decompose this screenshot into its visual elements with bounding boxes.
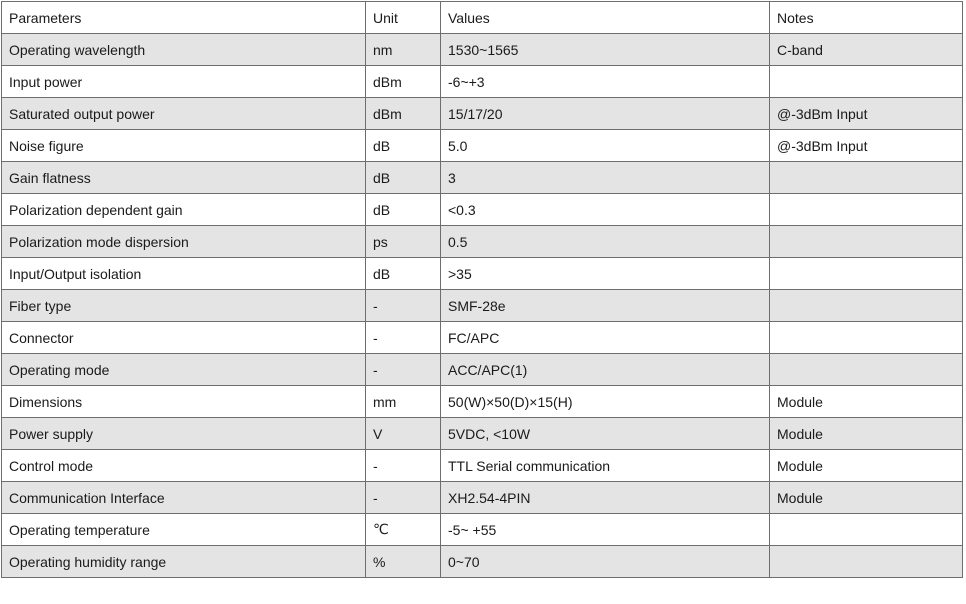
- table-row: [2, 66, 963, 98]
- table-row: [2, 290, 963, 322]
- header-values: Values: [441, 2, 770, 34]
- cell-unit: dBm: [366, 98, 441, 130]
- table-row: [2, 386, 963, 418]
- cell-notes: [770, 514, 963, 546]
- header-notes: Notes: [770, 2, 963, 34]
- cell-parameter: Operating temperature: [2, 514, 366, 546]
- cell-unit: -: [366, 482, 441, 514]
- cell-unit: -: [366, 290, 441, 322]
- cell-unit: mm: [366, 386, 441, 418]
- cell-value: 50(W)×50(D)×15(H): [441, 386, 770, 418]
- cell-unit: nm: [366, 34, 441, 66]
- cell-parameter: Input power: [2, 66, 366, 98]
- cell-value: 5VDC, <10W: [441, 418, 770, 450]
- cell-value: 1530~1565: [441, 34, 770, 66]
- cell-notes: Module: [770, 418, 963, 450]
- table-row: [2, 418, 963, 450]
- cell-value: 3: [441, 162, 770, 194]
- cell-notes: Module: [770, 450, 963, 482]
- cell-parameter: Dimensions: [2, 386, 366, 418]
- table-row: [2, 482, 963, 514]
- cell-notes: @-3dBm Input: [770, 98, 963, 130]
- cell-value: >35: [441, 258, 770, 290]
- cell-value: 0.5: [441, 226, 770, 258]
- cell-unit: ℃: [366, 514, 441, 546]
- cell-unit: ps: [366, 226, 441, 258]
- cell-notes: [770, 354, 963, 386]
- cell-parameter: Operating humidity range: [2, 546, 366, 578]
- cell-notes: [770, 322, 963, 354]
- cell-parameter: Connector: [2, 322, 366, 354]
- cell-notes: [770, 194, 963, 226]
- cell-notes: Module: [770, 386, 963, 418]
- table-row: [2, 450, 963, 482]
- cell-notes: [770, 546, 963, 578]
- cell-parameter: Saturated output power: [2, 98, 366, 130]
- cell-parameter: Polarization mode dispersion: [2, 226, 366, 258]
- table-row: [2, 130, 963, 162]
- cell-value: XH2.54-4PIN: [441, 482, 770, 514]
- cell-value: FC/APC: [441, 322, 770, 354]
- cell-parameter: Operating mode: [2, 354, 366, 386]
- table-row: [2, 354, 963, 386]
- cell-value: SMF-28e: [441, 290, 770, 322]
- cell-parameter: Fiber type: [2, 290, 366, 322]
- spec-table-body: [2, 2, 963, 578]
- cell-value: 15/17/20: [441, 98, 770, 130]
- cell-value: -6~+3: [441, 66, 770, 98]
- table-row: [2, 514, 963, 546]
- table-row: [2, 98, 963, 130]
- cell-value: <0.3: [441, 194, 770, 226]
- cell-parameter: Polarization dependent gain: [2, 194, 366, 226]
- cell-parameter: Control mode: [2, 450, 366, 482]
- cell-notes: [770, 226, 963, 258]
- cell-unit: dB: [366, 162, 441, 194]
- table-row: [2, 322, 963, 354]
- cell-unit: %: [366, 546, 441, 578]
- cell-notes: [770, 290, 963, 322]
- cell-unit: -: [366, 322, 441, 354]
- cell-notes: [770, 258, 963, 290]
- cell-value: ACC/APC(1): [441, 354, 770, 386]
- cell-parameter: Operating wavelength: [2, 34, 366, 66]
- cell-notes: [770, 162, 963, 194]
- table-row: [2, 162, 963, 194]
- cell-unit: dB: [366, 194, 441, 226]
- table-row: [2, 546, 963, 578]
- cell-value: 0~70: [441, 546, 770, 578]
- cell-notes: C-band: [770, 34, 963, 66]
- table-header-row: [2, 2, 963, 34]
- cell-value: 5.0: [441, 130, 770, 162]
- cell-parameter: Noise figure: [2, 130, 366, 162]
- cell-unit: dB: [366, 130, 441, 162]
- cell-notes: @-3dBm Input: [770, 130, 963, 162]
- cell-notes: Module: [770, 482, 963, 514]
- cell-parameter: Input/Output isolation: [2, 258, 366, 290]
- cell-unit: dB: [366, 258, 441, 290]
- header-parameters: Parameters: [2, 2, 366, 34]
- cell-value: TTL Serial communication: [441, 450, 770, 482]
- cell-value: -5~ +55: [441, 514, 770, 546]
- cell-unit: V: [366, 418, 441, 450]
- cell-unit: -: [366, 354, 441, 386]
- table-row: [2, 194, 963, 226]
- spec-table: [1, 1, 963, 578]
- header-unit: Unit: [366, 2, 441, 34]
- cell-unit: dBm: [366, 66, 441, 98]
- table-row: [2, 226, 963, 258]
- cell-parameter: Power supply: [2, 418, 366, 450]
- table-row: [2, 34, 963, 66]
- cell-unit: -: [366, 450, 441, 482]
- cell-parameter: Gain flatness: [2, 162, 366, 194]
- table-row: [2, 258, 963, 290]
- cell-parameter: Communication Interface: [2, 482, 366, 514]
- cell-notes: [770, 66, 963, 98]
